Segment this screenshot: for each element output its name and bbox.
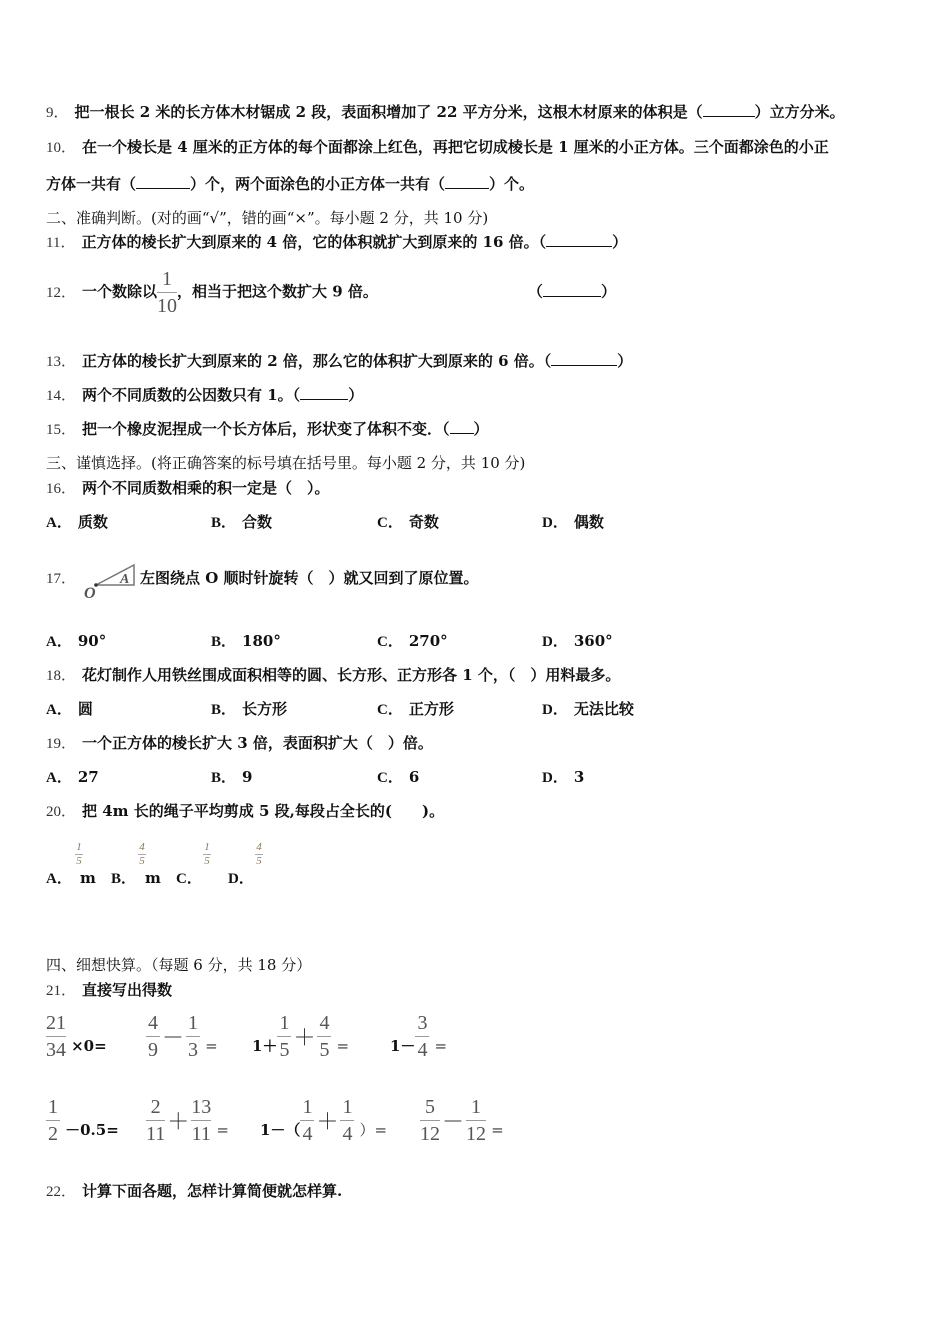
fraction-denominator: 5 (279, 1039, 290, 1061)
section-4-title: 四、细想快算。（每题 6 分，共 18 分） (46, 956, 312, 974)
fraction-numerator: 4 (319, 1012, 330, 1034)
fraction-numerator: 1 (188, 1012, 199, 1034)
option-text: 圆 (77, 700, 93, 718)
question-19 (46, 733, 433, 754)
open-paren: （ (527, 282, 543, 301)
option-a-unit: m (80, 869, 96, 887)
question-text-tail: ）立方分米。 (754, 103, 845, 121)
fraction (466, 1096, 486, 1145)
question-10-continued (46, 174, 534, 194)
question-text: 把 4m 长的绳子平均剪成 5 段,每段占全长的( )。 (82, 802, 445, 820)
calc-lead: 1－ (390, 1037, 416, 1055)
calc-tail: = (434, 1037, 448, 1055)
option-text: 6 (408, 768, 420, 786)
option-d[interactable] (228, 868, 260, 889)
fraction (46, 1096, 60, 1145)
fraction-bar (340, 1120, 354, 1121)
option-label: C． (377, 634, 403, 650)
fraction (420, 1096, 440, 1145)
fraction (146, 1096, 165, 1145)
option-text: 270° (408, 632, 448, 650)
question-number: 13． (46, 354, 77, 370)
question-number: 20． (46, 804, 77, 820)
option-d-fraction (255, 842, 263, 867)
question-text: 一个数除以 (82, 282, 158, 301)
question-text: 正方体的棱长扩大到原来的 2 倍，那么它的体积扩大到原来的 6 倍。（ (82, 352, 552, 370)
fraction-numerator: 1 (302, 1096, 313, 1118)
fraction-denominator: 5 (319, 1039, 330, 1061)
question-number: 17． (46, 571, 77, 587)
question-11 (46, 232, 627, 253)
question-number: 10． (46, 140, 77, 156)
fraction-denominator: 4 (417, 1039, 428, 1061)
question-14 (46, 385, 363, 406)
fraction-denominator: 11 (191, 1123, 211, 1145)
fraction-numerator: 13 (191, 1096, 212, 1118)
rotation-figure (82, 559, 140, 599)
option-label: C． (377, 702, 403, 718)
fraction-denominator: 12 (420, 1123, 440, 1145)
question-16 (46, 478, 330, 499)
fraction-numerator: 1 (76, 841, 82, 853)
fraction-denominator: 9 (148, 1039, 158, 1061)
calc-lead: 1＋ (252, 1037, 278, 1055)
fraction (75, 842, 83, 867)
option-c-fraction (203, 842, 211, 867)
option-label: A． (46, 634, 72, 650)
option-d[interactable] (542, 631, 613, 652)
fraction-numerator: 1 (48, 1096, 58, 1118)
svg-text:A: A (120, 572, 130, 587)
close-paren: ） (612, 233, 628, 251)
triangle-icon (82, 559, 140, 599)
question-15 (46, 419, 489, 440)
option-a[interactable] (46, 699, 93, 720)
question-text: 直接写出得数 (82, 981, 173, 999)
fraction-numerator: 1 (162, 268, 173, 290)
question-text: 计算下面各题，怎样计算简便就怎样算. (82, 1182, 343, 1200)
option-text: 3 (573, 768, 585, 786)
fraction-numerator: 2 (150, 1096, 161, 1118)
option-label: D． (542, 702, 568, 718)
option-label: B． (211, 770, 237, 786)
fraction-denominator: 5 (139, 855, 145, 867)
fraction-denominator: 5 (76, 855, 82, 867)
calc-1-2 (146, 1012, 218, 1061)
option-a[interactable] (46, 631, 106, 652)
option-text: 合数 (242, 513, 273, 531)
option-c[interactable] (377, 767, 419, 788)
option-b-fraction (138, 842, 146, 867)
question-17 (46, 556, 479, 601)
fraction-bar (46, 1036, 66, 1037)
fraction-denominator: 3 (188, 1039, 199, 1061)
fraction-bar (157, 292, 177, 293)
calc-tail: ×0= (71, 1037, 107, 1055)
option-label: D． (542, 634, 568, 650)
option-c[interactable] (176, 868, 208, 889)
fraction-bar (466, 1120, 486, 1121)
question-number: 11． (46, 235, 76, 251)
fraction-bar (420, 1120, 440, 1121)
calc-tail: = (216, 1121, 229, 1139)
fraction-bar (186, 1036, 200, 1037)
option-b[interactable] (211, 631, 281, 652)
fraction-denominator: 4 (302, 1123, 313, 1145)
calc-1-4 (390, 1012, 447, 1061)
question-text: ）个。 (489, 175, 535, 193)
fraction-denominator: 4 (342, 1123, 353, 1145)
question-number: 12． (46, 284, 77, 301)
question-12 (46, 268, 616, 317)
fraction-denominator: 2 (48, 1123, 58, 1145)
answer-blank[interactable] (546, 232, 612, 247)
fraction-numerator: 4 (139, 841, 145, 853)
question-text: 两个不同质数相乘的积一定是（ ）。 (82, 479, 330, 497)
calc-2-2 (146, 1096, 229, 1145)
question-9 (46, 102, 845, 123)
question-18 (46, 665, 620, 686)
option-a[interactable] (46, 512, 108, 533)
fraction-bar (277, 1036, 291, 1037)
question-number: 21． (46, 983, 77, 999)
calc-2-4 (420, 1096, 504, 1145)
calc-tail: ）= (359, 1121, 388, 1139)
option-label: C． (176, 871, 202, 887)
fraction-numerator: 4 (148, 1012, 158, 1034)
fraction (203, 842, 211, 867)
close-paren: ） (473, 420, 489, 438)
question-text: 在一个棱长是 4 厘米的正方体的每个面都涂上红色，再把它切成棱长是 1 厘米的小正方体。三个面都涂色的小正 (82, 138, 829, 156)
fraction (277, 1012, 291, 1061)
answer-blank[interactable] (543, 282, 601, 297)
question-21 (46, 980, 172, 1001)
question-text: 方体一共有（ (46, 175, 137, 193)
answer-blank[interactable] (136, 174, 190, 189)
fraction (300, 1096, 314, 1145)
fraction-denominator: 5 (256, 855, 262, 867)
question-number: 16． (46, 481, 77, 497)
option-text: 27 (77, 768, 99, 786)
option-b[interactable] (211, 767, 252, 788)
fraction (157, 268, 177, 317)
fraction-numerator: 5 (425, 1096, 435, 1118)
fraction-bar (300, 1120, 314, 1121)
answer-blank[interactable] (703, 102, 755, 117)
option-d[interactable] (542, 699, 634, 720)
option-c[interactable] (377, 512, 439, 533)
question-text: 两个不同质数的公因数只有 1。（ (82, 386, 301, 404)
fraction (46, 1012, 66, 1061)
fraction-numerator: 1 (342, 1096, 353, 1118)
option-label: D． (542, 770, 568, 786)
option-label: A． (46, 702, 72, 718)
question-13 (46, 351, 632, 372)
option-text: 奇数 (408, 513, 439, 531)
option-label: C． (377, 770, 403, 786)
fraction-bar (146, 1036, 160, 1037)
question-number: 22． (46, 1184, 77, 1200)
question-number: 19． (46, 736, 77, 752)
operator: ＋ (293, 1026, 316, 1051)
fraction-numerator: 1 (279, 1012, 290, 1034)
fraction-bar (317, 1036, 331, 1037)
fraction-denominator: 34 (46, 1039, 66, 1061)
option-b[interactable] (211, 512, 272, 533)
option-label: B． (211, 515, 237, 531)
fraction-denominator: 12 (466, 1123, 487, 1145)
answer-blank[interactable] (450, 419, 474, 434)
question-10 (46, 137, 829, 158)
option-b[interactable] (211, 699, 287, 720)
question-number: 14． (46, 388, 77, 404)
question-text: 一个正方体的棱长扩大 3 倍，表面积扩大（ ）倍。 (82, 734, 433, 752)
option-label: B． (111, 871, 137, 887)
fraction (340, 1096, 354, 1145)
option-label: A． (46, 770, 72, 786)
section-2-title: 二、准确判断。(对的画“√”，错的画“×”。每小题 2 分，共 10 分) (46, 209, 489, 227)
operator: － (442, 1110, 465, 1135)
option-text: 90° (77, 632, 107, 650)
question-text: 把一个橡皮泥捏成一个长方体后，形状变了体积不变．（ (82, 420, 450, 438)
question-text: ，相当于把这个数扩大 9 倍。 (177, 282, 378, 301)
operator: ＋ (316, 1110, 339, 1135)
question-22 (46, 1181, 342, 1202)
fraction-numerator: 1 (204, 841, 210, 853)
fraction (146, 1012, 160, 1061)
svg-text:O: O (84, 585, 96, 599)
option-d[interactable] (542, 512, 604, 533)
option-label: A． (46, 515, 72, 531)
fraction (186, 1012, 200, 1061)
fraction-denominator: 11 (146, 1123, 166, 1145)
option-text: 无法比较 (573, 700, 634, 718)
fraction (415, 1012, 429, 1061)
option-text: 正方形 (408, 700, 454, 718)
option-a[interactable] (46, 868, 78, 889)
fraction-numerator: 21 (46, 1012, 66, 1034)
fraction-numerator: 1 (471, 1096, 482, 1118)
answer-blank[interactable] (445, 174, 489, 189)
close-paren: ） (348, 386, 364, 404)
question-number: 18． (46, 668, 77, 684)
question-text: 花灯制作人用铁丝围成面积相等的圆、长方形、正方形各 1 个，（ ）用料最多。 (82, 666, 621, 684)
question-number: 15． (46, 422, 77, 438)
answer-blank[interactable] (551, 351, 617, 366)
question-text: 把一根长 2 米的长方体木材锯成 2 段，表面积增加了 22 平方分米，这根木材原来的体积是（ (74, 103, 703, 121)
fraction-bar (46, 1120, 60, 1121)
option-text: 长方形 (242, 700, 288, 718)
option-label: B． (211, 634, 237, 650)
calc-tail: = (491, 1121, 504, 1139)
fraction (191, 1096, 211, 1145)
option-label: B． (211, 702, 237, 718)
fraction-numerator: 3 (417, 1012, 428, 1034)
fraction (255, 842, 263, 867)
option-d[interactable] (542, 767, 584, 788)
fraction (138, 842, 146, 867)
close-paren: ） (617, 352, 633, 370)
fraction-denominator: 10 (157, 295, 178, 317)
calc-1-1 (46, 1012, 107, 1061)
close-paren: ） (600, 282, 616, 301)
question-20 (46, 801, 444, 822)
calc-tail: －0.5= (65, 1121, 119, 1139)
operator: － (162, 1026, 185, 1051)
calc-1-3 (252, 1012, 349, 1061)
fraction (317, 1012, 331, 1061)
option-b[interactable] (111, 868, 142, 889)
calc-tail: = (205, 1037, 218, 1055)
question-text: ）个，两个面涂色的小正方体一共有（ (190, 175, 446, 193)
option-text: 9 (242, 768, 253, 786)
fraction-numerator: 4 (256, 841, 262, 853)
calc-tail: = (336, 1037, 350, 1055)
option-text: 360° (573, 632, 613, 650)
option-label: A． (46, 871, 72, 887)
option-a[interactable] (46, 767, 99, 788)
answer-blank[interactable] (300, 385, 348, 400)
calc-2-3 (260, 1096, 387, 1145)
operator: ＋ (167, 1110, 190, 1135)
option-b-unit: m (145, 869, 161, 887)
question-number: 9． (46, 105, 69, 121)
calc-lead: 1－（ (260, 1121, 301, 1139)
option-label: D． (228, 871, 254, 887)
fraction-bar (191, 1120, 211, 1121)
section-3-title: 三、谨慎选择。(将正确答案的标号填在括号里。每小题 2 分，共 10 分) (46, 454, 526, 472)
option-text: 质数 (77, 513, 108, 531)
question-text: 左图绕点 O 顺时针旋转（ ）就又回到了原位置。 (140, 569, 479, 587)
option-text: 180° (242, 632, 281, 650)
fraction-bar (415, 1036, 429, 1037)
option-a-fraction (75, 842, 83, 867)
option-c[interactable] (377, 631, 448, 652)
option-label: D． (542, 515, 568, 531)
fraction-denominator: 5 (204, 855, 210, 867)
option-c[interactable] (377, 699, 454, 720)
calc-2-1 (46, 1096, 119, 1145)
question-text: 正方体的棱长扩大到原来的 4 倍，它的体积就扩大到原来的 16 倍。（ (81, 233, 547, 251)
option-label: C． (377, 515, 403, 531)
fraction-bar (146, 1120, 165, 1121)
option-text: 偶数 (573, 513, 604, 531)
